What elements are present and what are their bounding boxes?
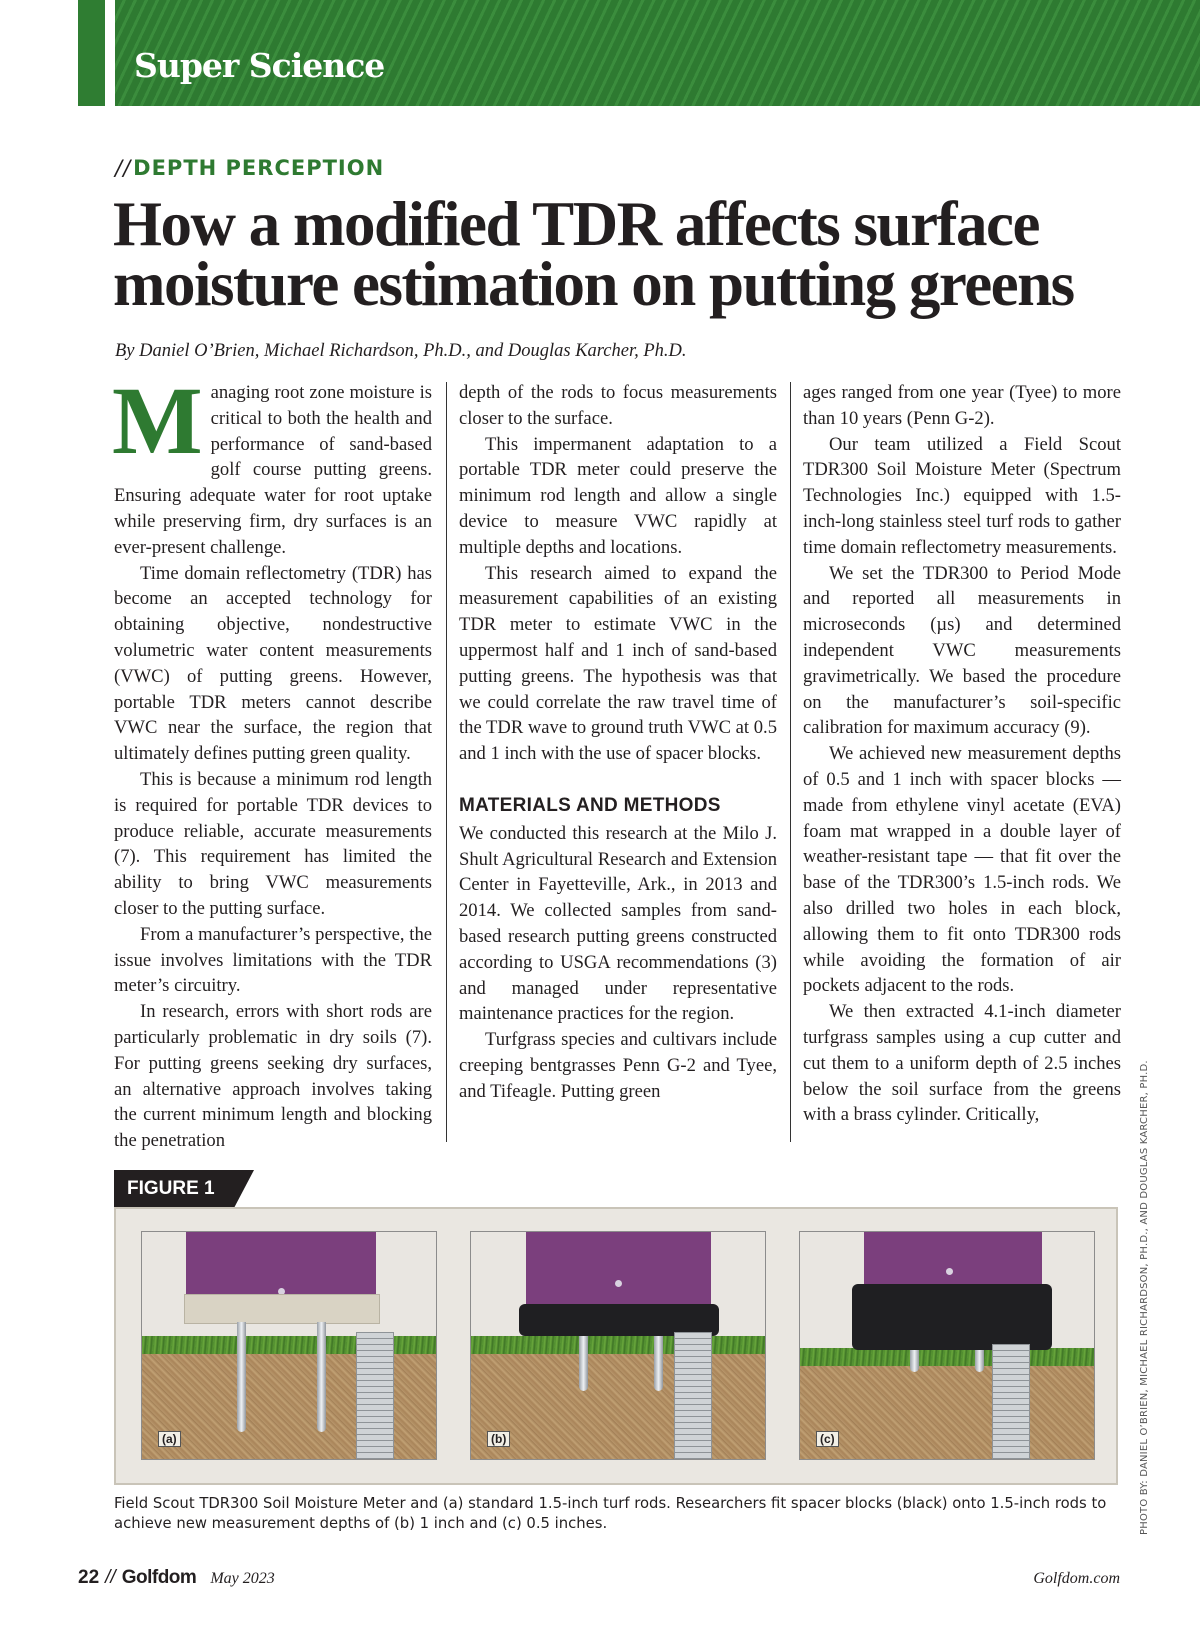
column-rule [790,382,791,1142]
tdr-meter-body [864,1232,1042,1284]
article-column-2 [459,380,777,1105]
photo-label: (b) [487,1431,510,1447]
ruler [674,1332,712,1460]
paragraph-text: anaging root zone moisture is critical to both the health and performance of sand-based golf course putting greens. Ensuring adequate water for root uptake while preserving firm, dry surfaces is an ever-present challenge. [114,382,432,558]
tdr-meter-body [186,1232,376,1294]
figure-caption: Field Scout TDR300 Soil Moisture Meter and (a) standard 1.5-inch turf rods. Researchers fit spacer blocks (black) onto 1.5-inch rods to achieve new measurement depths of (b) 1 inch and (c) 0.5 inches. [114,1495,1107,1532]
paragraph: ages ranged from one year (Tyee) to more than 10 years (Penn G-2). [803,382,1121,429]
section-title: Super Science [134,46,385,85]
soil-profile [471,1354,765,1459]
paragraph: Time domain reflectometry (TDR) has become an accepted technology for obtaining objective, nondestructive volumetric water content measurements (VWC) of putting greens. However, portable TDR meters cannot describe VWC near the surface, the region that ultimately defines putting green quality. [114,562,432,765]
page-number: 22 [78,1567,100,1588]
turf-rod [975,1350,984,1372]
article-byline: By Daniel O’Brien, Michael Richardson, Ph.D., and Douglas Karcher, Ph.D. [115,341,687,361]
column-rule [446,382,447,1142]
article-headline: How a modified TDR affects surface moisture estimation on putting greens [113,189,1074,319]
website-link[interactable]: Golfdom.com [1033,1570,1120,1587]
figure-label: FIGURE 1 [114,1170,234,1208]
kicker-text: DEPTH PERCEPTION [133,156,385,180]
paragraph: This is because a minimum rod length is required for portable TDR devices to produce reliable, accurate measurements (7). This requirement has limited the ability to bring VWC measurements closer to the putting surface. [114,768,432,919]
turf-rod [317,1322,326,1432]
paragraph [112,367,432,561]
page-footer-left [78,1567,275,1589]
ruler [356,1332,394,1460]
turf-rod [910,1350,919,1372]
footer-slash: // [105,1567,116,1588]
paragraph: Our team utilized a Field Scout TDR300 Soil Moisture Meter (Spectrum Technologies Inc.) equipped with 1.5-inch-long stainless steel turf rods to gather time domain reflectometry measurements. [803,433,1121,558]
issue-date: May 2023 [210,1570,275,1587]
article-column-3 [803,380,1121,1128]
photo-credit: PHOTO BY: DANIEL O’BRIEN, MICHAEL RICHARDSON, PH.D., AND DOUGLAS KARCHER, PH.D. [1139,1060,1150,1535]
paragraph: From a manufacturer’s perspective, the issue involves limitations with the TDR meter’s circuitry. [114,923,432,997]
paragraph: In research, errors with short rods are particularly problematic in dry soils (7). For putting greens seeking dry surfaces, an alternative approach involves taking the current minimum length and blocking the penetration [114,1001,432,1152]
paragraph: This impermanent adaptation to a portable TDR meter could preserve the minimum rod length and allow a single device to measure VWC rapidly at multiple depths and locations. [459,433,777,558]
turf-rod [237,1322,246,1432]
photo-label: (c) [816,1431,839,1447]
paragraph: We achieved new measurement depths of 0.5 and 1 inch with spacer blocks — made from ethylene vinyl acetate (EVA) foam mat wrapped in a double layer of weather-resistant tape — that fit over the base of the TDR300’s 1.5-inch rods. We also drilled two holes in each block, allowing them to fit onto TDR300 rods while avoiding the formation of air pockets adjacent to the rods. [803,743,1121,997]
paragraph: We conducted this research at the Milo J. Shult Agricultural Research and Extension Center in Fayetteville, Ark., in 2013 and 2014. We collected samples from sand-based research putting greens constructed according to USGA recommendations (3) and managed under representative maintenance practices for the region. [459,822,777,1025]
paragraph: depth of the rods to focus measurements closer to the surface. [459,382,777,429]
magazine-name: Golfdom [121,1567,197,1588]
screw-icon [615,1280,622,1287]
section-heading: MATERIALS AND METHODS [459,794,721,816]
tdr-meter-body [526,1232,711,1304]
screw-icon [946,1268,953,1275]
article-column-1 [112,367,432,1154]
kicker-slash: // [115,156,132,180]
paragraph: This research aimed to expand the measurement capabilities of an existing TDR meter to estimate VWC in the uppermost half and 1 inch of sand-based putting greens. The hypothesis was that we could correlate the raw travel time of the TDR wave to ground truth VWC at 0.5 and 1 inch with the use of spacer blocks. [459,562,777,765]
figure-label-tab-edge [234,1170,254,1208]
turf-rod [579,1336,588,1391]
turf-rod [654,1336,663,1391]
figure-photo-b [470,1231,766,1460]
spacer-block [852,1284,1052,1350]
figure-photo-a [141,1231,437,1460]
paragraph: We then extracted 4.1-inch diameter turfgrass samples using a cup cutter and cut them to a uniform depth of 2.5 inches below the soil surface from the greens with a brass cylinder. Critically, [803,1001,1121,1126]
banner-accent-bar [78,0,105,106]
figure-photo-c [799,1231,1095,1460]
drop-cap: M [112,367,203,474]
soil-profile [800,1366,1094,1459]
meter-base [184,1294,380,1324]
ruler [992,1344,1030,1460]
paragraph: We set the TDR300 to Period Mode and reported all measurements in microseconds (µs) and determined independent VWC measurements gravimetrically. We based the procedure on the manufacturer’s soil-specific calibration for maximum accuracy (9). [803,562,1121,739]
paragraph: Turfgrass species and cultivars include creeping bentgrasses Penn G-2 and Tyee, and Tifeagle. Putting green [459,1029,777,1102]
article-kicker [115,156,384,180]
photo-label: (a) [158,1431,181,1447]
